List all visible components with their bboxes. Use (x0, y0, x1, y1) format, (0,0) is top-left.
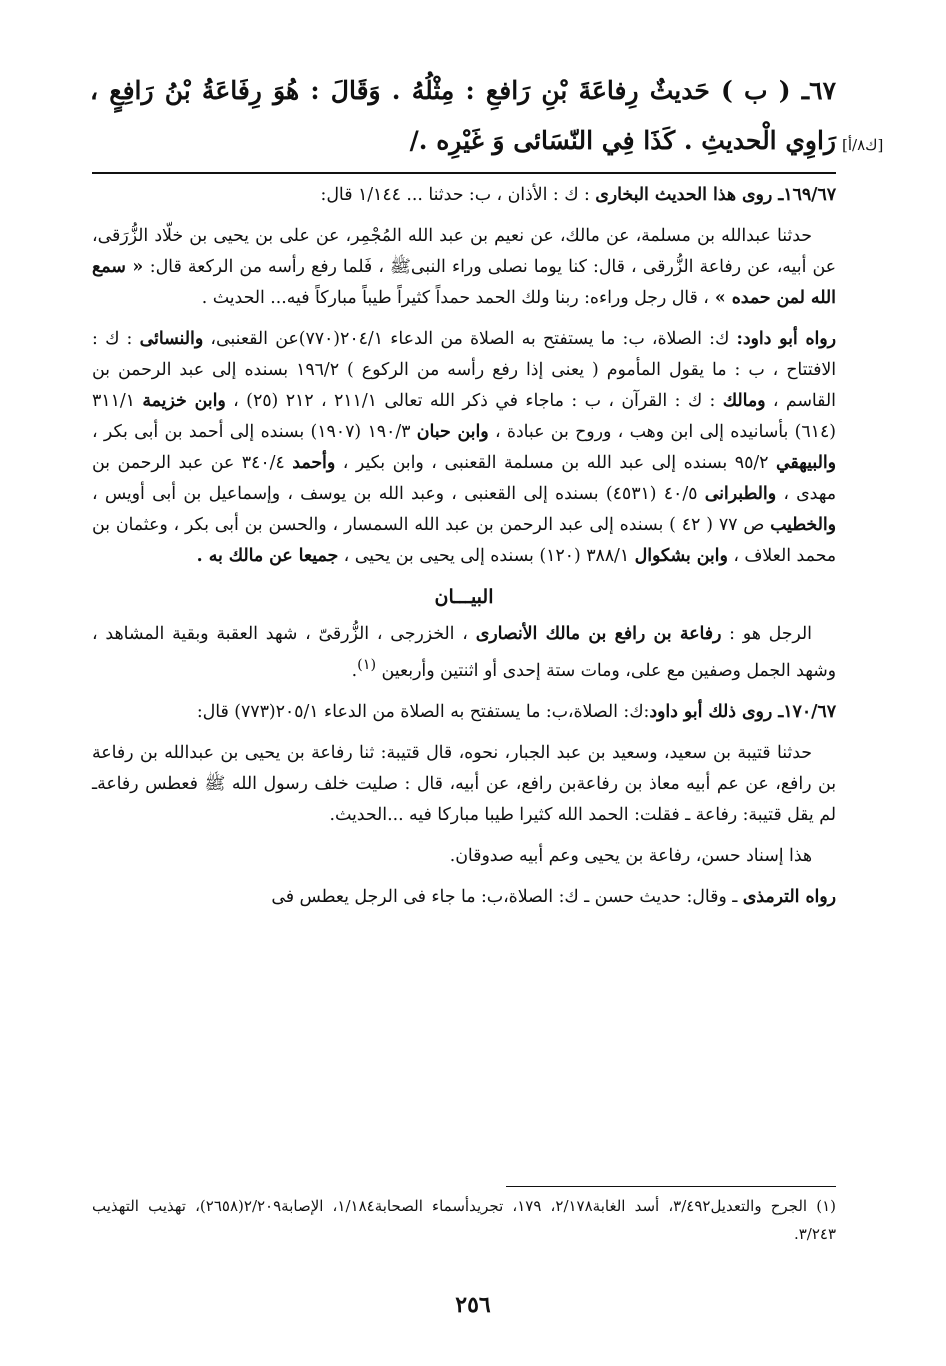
source-name: وابن بشكوال (634, 546, 728, 566)
paragraph-text: ك: الصلاة، ب: ما يستفتح به الصلاة من الدعاء ٢٠٤/١(٧٧٠)عن القعنبى، (203, 329, 737, 349)
source-name: وابن حبان (416, 422, 489, 442)
paragraph-text: :ك: الصلاة،ب: ما يستفتح به الصلاة من الدعاء ٢٠٥/١(٧٧٣) قال: (196, 701, 650, 722)
header-divider (92, 172, 836, 174)
paragraph-text: ٣٤٠/٤ عن عبد الرحمن بن مهدى ، (92, 453, 836, 504)
paragraph-text: الرجل هو : (721, 624, 812, 644)
paragraph-abudawud (92, 697, 836, 728)
paragraph-text: ص ٧٧ ( ٤٢ ) بسنده إلى عبد الرحمن بن عبد الله السمسار ، والحسن بن أبى بكر ، وعثمان بن محمد العلاف ، (92, 515, 836, 566)
paragraph-text: حدثنا عبدالله بن مسلمة، عن مالك، عن نعيم بن عبد الله المُجْمِر، عن على بن يحيى بن خلّاد الزُّرَقى، عن أبيه، عن رفاعة الزُّرقى ، قال: كنا يوما نصلى وراء النبىﷺ ، فَلما رفع رأسه من الركعة قال: (92, 226, 836, 277)
paragraph-text: ٩٥/٢ بسنده إلى عبد الله بن مسلمة القعنبى ، وابن بكير ، (335, 453, 777, 473)
paragraph-text: : ك : القرآن ، ب : ماجاء في ذكر الله تعالى ٢١١/١ ، ٢١٢ (٢٥) ، (225, 391, 723, 411)
source-name: والنسائى (139, 329, 204, 349)
paragraph-text: ، الخزرجى ، الزُّرقىّ ، شهد العقبة وبقية المشاهد ، وشهد الجمل وصفين مع على، ومات ستة إحدى أو اثنتين وأربعين (92, 624, 836, 681)
paragraph-text: ٣١١/١ (٦١٤) بأسانيده إلى ابن وهب ، وروح بن عبادة ، (92, 391, 836, 442)
source-name: وأحمد (292, 453, 336, 473)
source-name: والبيهقي (776, 453, 836, 473)
source-name: والطبرانى (704, 484, 777, 504)
footnote: (١) الجرح والتعديل٣/٤٩٢، أسد الغابة٢/١٧٨، ١٧٩، تجريدأسماء الصحابة١/١٨٤، الإصابة٢/٢٠٩(٢٦٥٨)، تهذيب التهذيب ٣/٢٤٣. (92, 1197, 837, 1243)
section-heading: البيـــان (434, 586, 494, 608)
hadith-number-170: ١٧٠/٦٧ـ روى ذلك أبو داود (649, 701, 836, 722)
paragraph-text: . (351, 660, 358, 681)
paragraph-text: : ك : الافتتاح ، ب : ما يقول المأموم ( يعنى إذا رفع رأسه من الركوع ) ١٩٦/٢ بسنده إلى عبد الرحمن بن القاسم ، (92, 329, 836, 411)
source-name: وابن خزيمة (142, 391, 226, 411)
footnote-divider (506, 1186, 836, 1187)
paragraph-isnad-2: حدثنا قتيبة بن سعيد، وسعيد بن عبد الجبار، نحوه، قال قتيبة: ثنا رفاعة بن يحيى بن عبدالله بن رفاعة بن رافع، عن عم أبيه معاذ بن رفاعةبن رافع، عن أبيه، قال : صليت خلف رسول الله ﷺ فعطس رفاعةـ لم يقل قتيبة: رفاعة ـ فقلت: الحمد الله كثيرا طيبا مباركا فيه ...الحديث. (92, 742, 836, 825)
source-name: ومالك (722, 391, 766, 411)
source-name: رواه أبو داود: (736, 329, 836, 349)
paragraph-bayan (92, 619, 836, 687)
hadith-header: ٦٧ـ ( ب ) حَديثٌ رِفاعَةَ بْنِ رَافعِ : مِثْلُهُ . وَقَالَ : هُوَ رِفَاعَةُ بْنُ رَافِعٍ ، رَاوِي الْحديثِ . كَذَا فِي النّسَائى وَ غَيْرِه ./ (90, 76, 836, 155)
main-text (92, 180, 836, 923)
paragraph-grading: هذا إسناد حسن، رفاعة بن يحيى وعم أبيه صدوقان. (449, 845, 812, 866)
paragraph-text: ١٩٠/٣ (١٩٠٧) بسنده إلى أحمد بن أبى بكر ، (92, 422, 417, 442)
paragraph-text: : ك : الأذان ، ب: حدثنا ... ١/١٤٤ قال: (320, 185, 596, 205)
source-name: والخطيب (770, 515, 836, 535)
footnote-marker[interactable]: (١) (357, 657, 377, 673)
paragraph-text: ، قال رجل وراءه: ربنا ولك الحمد حمداً كثيراً طيباً مباركاً فيه... الحديث . (201, 288, 709, 308)
hadith-number-169: ١٦٩/٦٧ـ روى هذا الحديث البخارى (595, 185, 836, 205)
source-name: جميعا عن مالك به . (196, 546, 339, 566)
paragraph-text: ٣٨٨/١ (١٢٠) بسنده إلى يحيى بن يحيى ، (338, 546, 635, 566)
paragraph-bukhari (92, 180, 836, 211)
paragraph-isnad-1 (92, 221, 836, 314)
paragraph-tirmidhi (92, 882, 836, 913)
page-number: ٢٥٦ (455, 1292, 491, 1318)
paragraph-text: ٤٠/٥ (٤٥٣١) بسنده إلى القعنبى ، وعبد الله بن يوسف ، وإسماعيل بن أبى أويس ، (92, 484, 705, 504)
narrator-name: رفاعة بن رافع بن مالك الأنصارى (475, 624, 722, 644)
paragraph-takhrij (92, 324, 836, 572)
quoted-phrase: « سمع الله لمن حمده » (92, 257, 836, 308)
margin-note: [ك٨/أ] (842, 136, 884, 154)
paragraph-text: ـ وقال: حديث حسن ـ ك: الصلاة،ب: ما جاء فى الرجل يعطس فى (271, 886, 743, 907)
source-name: رواه الترمذى (742, 886, 836, 907)
